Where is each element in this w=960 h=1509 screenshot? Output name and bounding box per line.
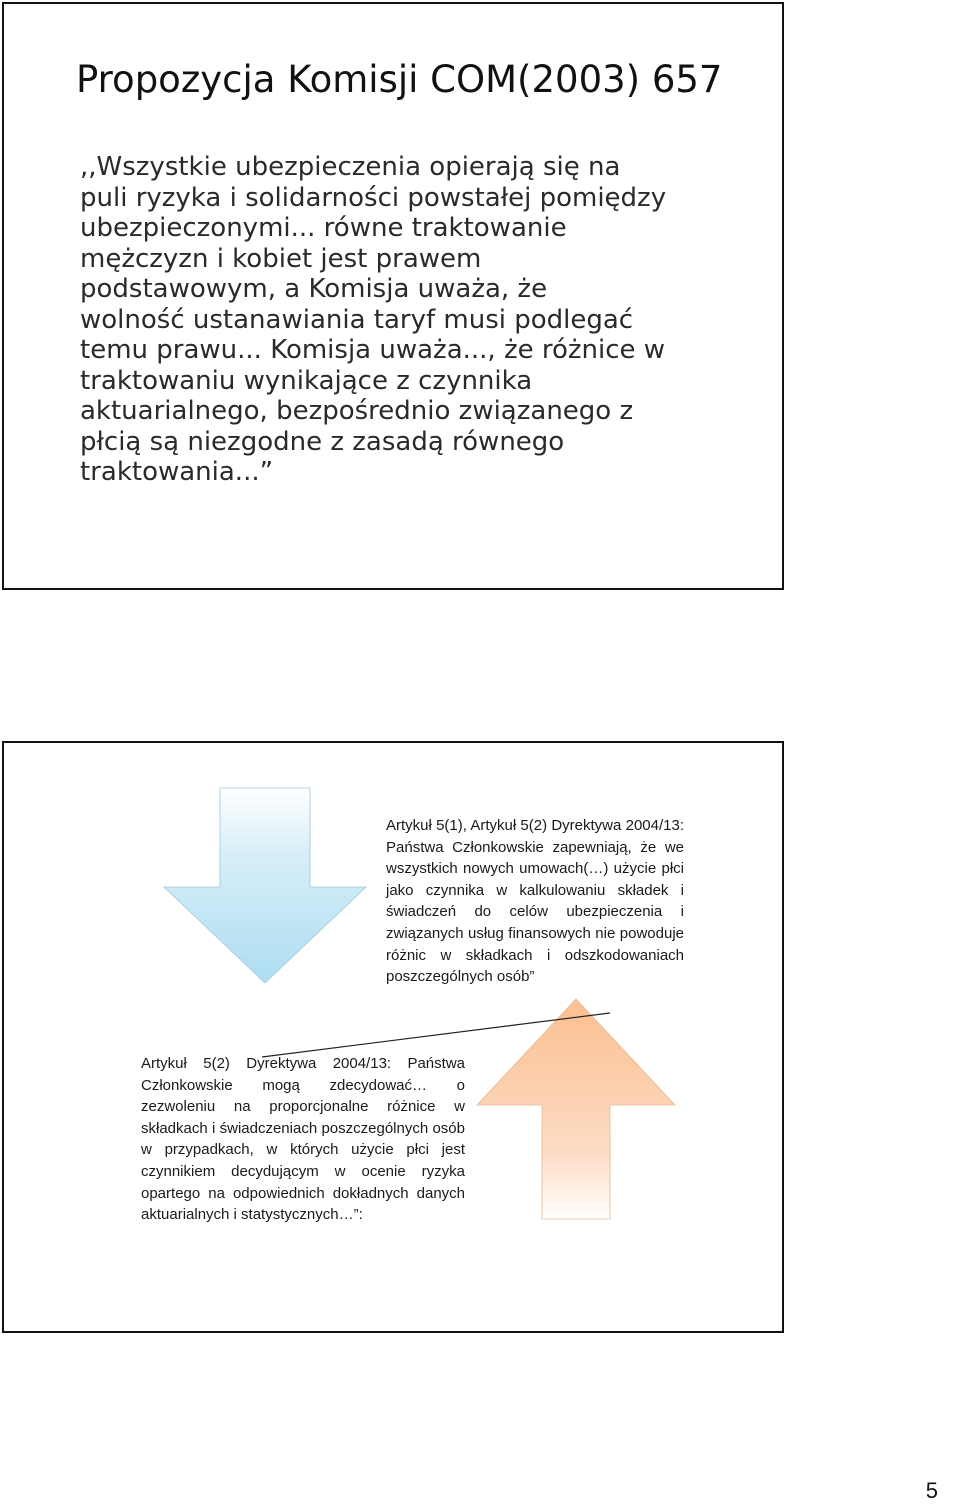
quote-text	[80, 152, 760, 488]
quote-line: aktuarialnego, bezpośrednio związanego z	[80, 396, 634, 426]
quote-line: wolność ustanawiania taryf musi podlegać	[80, 304, 634, 335]
slide-1	[2, 2, 784, 590]
up-arrow-icon	[477, 999, 675, 1219]
quote-line: płcią są niezgodne z zasadą równego	[80, 426, 565, 457]
quote-line: ,,Wszystkie ubezpieczenia opierają się na	[80, 152, 621, 182]
slide-2	[2, 741, 784, 1333]
quote-line: traktowaniu wynikające z czynnika	[80, 365, 533, 396]
quote-line: puli ryzyka i solidarności powstałej pomiędzy	[80, 182, 667, 213]
quote-line: traktowania...”	[80, 457, 274, 487]
slide-title: Propozycja Komisji COM(2003) 657	[76, 58, 723, 101]
quote-line: podstawowym, a Komisja uważa, że	[80, 274, 548, 304]
quote-line: temu prawu... Komisja uważa..., że różnice w	[80, 335, 666, 365]
article-5-1-text: Artykuł 5(1), Artykuł 5(2) Dyrektywa 2004/13: Państwa Członkowskie zapewniają, że we wszystkich nowych umowach(…) użycie płci jako czynnika w kalkulowaniu składek i świadczeń do celów ubezpieczenia i związanych usług finansowych nie powoduje różnic w składkach i odszkodowaniach poszczególnych osób”	[386, 817, 684, 986]
article-5-2-text: Artykuł 5(2) Dyrektywa 2004/13: Państwa Członkowskie mogą zdecydować… o zezwoleniu na proporcjonalne różnice w składkach i świadczeniach poszczególnych osób w przypadkach, w których użycie płci jest czynnikiem decydującym w ocenie ryzyka opartego na odpowiednich dokładnych danych aktuarialnych i statystycznych…”:	[141, 1055, 465, 1224]
quote-line: mężczyzn i kobiet jest prawem	[80, 243, 482, 274]
page-number: 5	[925, 1478, 938, 1503]
down-arrow-icon	[164, 788, 366, 983]
quote-line: ubezpieczonymi... równe traktowanie	[80, 213, 567, 243]
